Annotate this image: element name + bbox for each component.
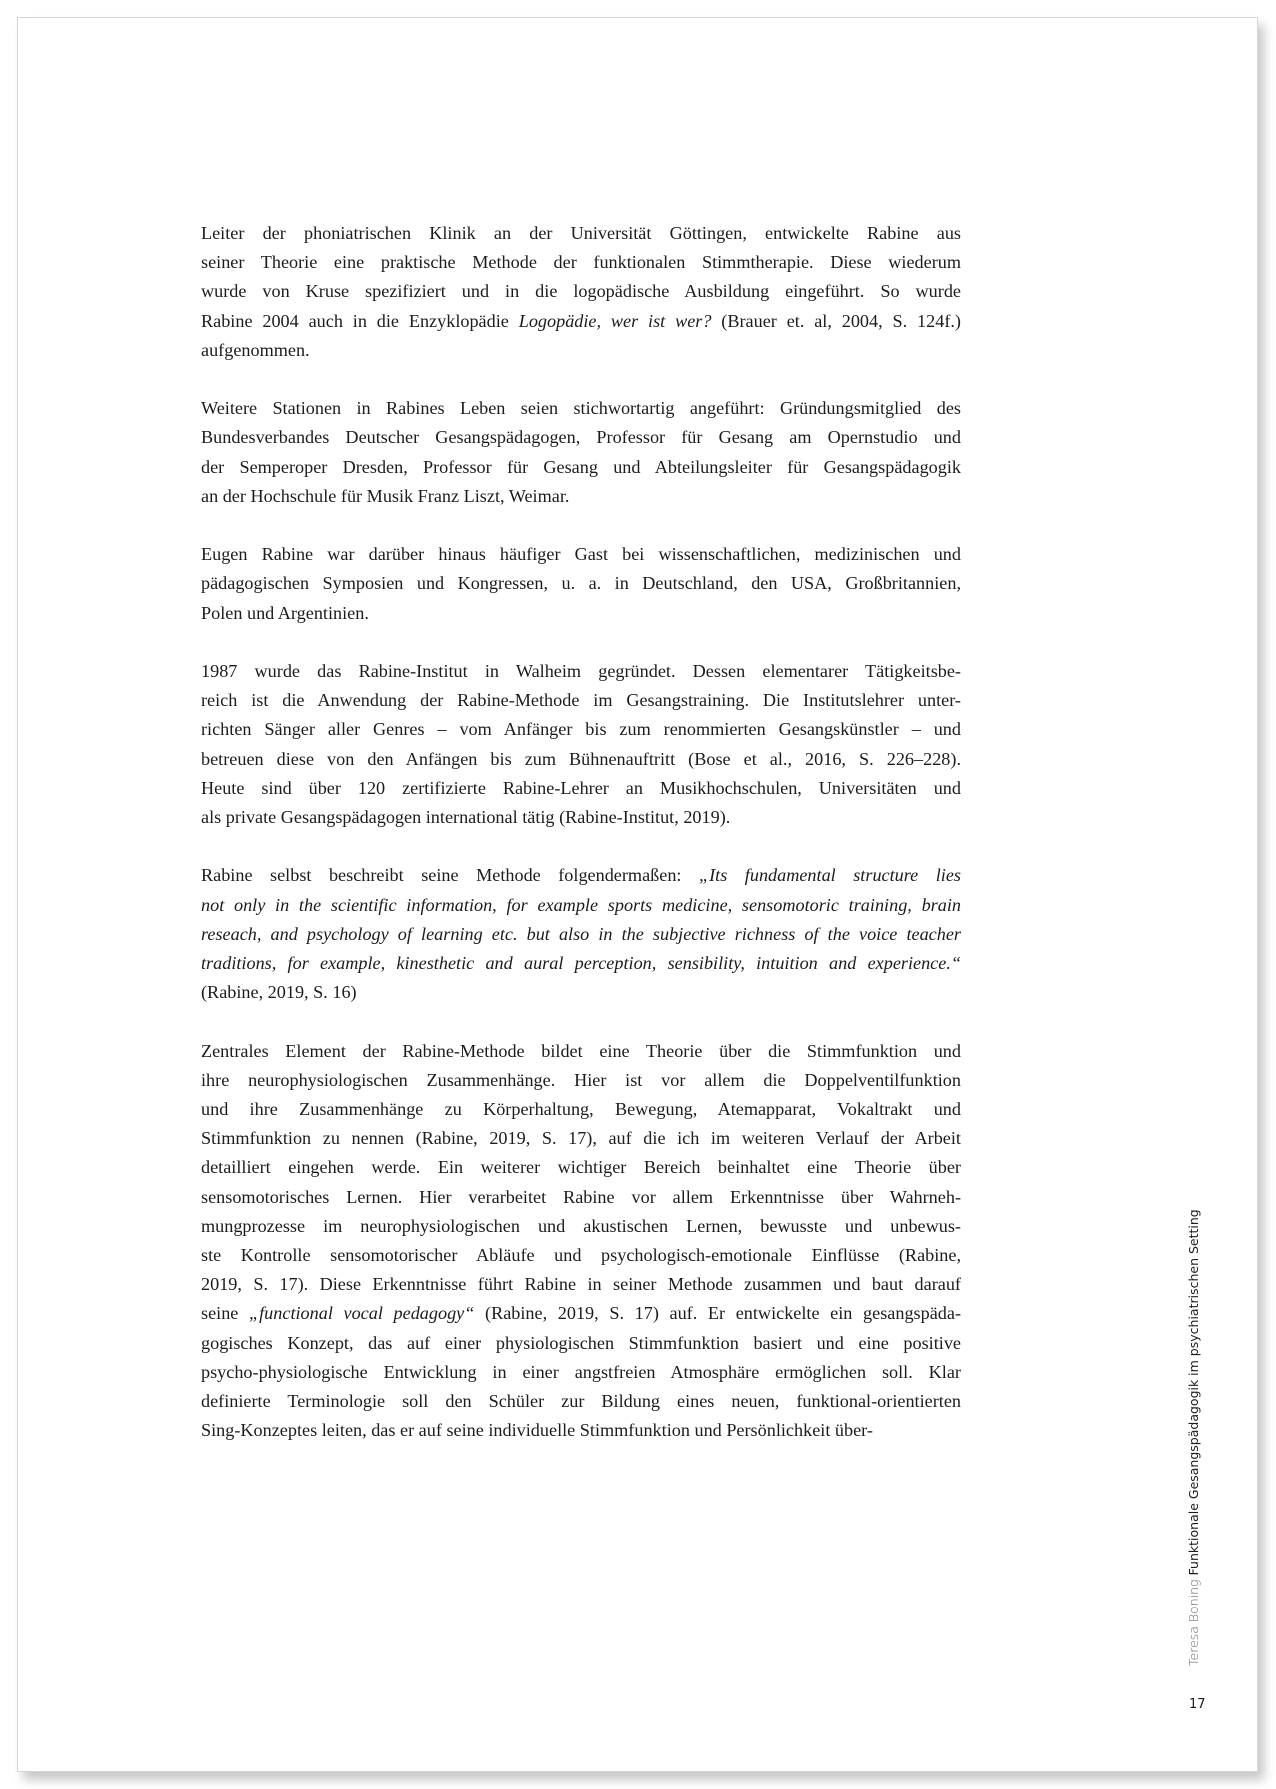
text-line: [201, 307, 961, 336]
text-segment: Rabine 2004 auch in die Enzyklopädie: [201, 310, 519, 331]
text-segment: Rabine selbst beschreibt seine Methode folgendermaßen:: [201, 865, 699, 886]
running-header-author: Teresa Boning: [1186, 1579, 1201, 1666]
text-line: [201, 1358, 961, 1387]
italic-text: „functional vocal pedagogy“: [249, 1303, 475, 1324]
paragraph: [201, 1037, 961, 1446]
text-line: [201, 1153, 961, 1182]
text-line: [201, 978, 961, 1007]
italic-text: Logopädie, wer ist wer?: [518, 310, 712, 331]
text-line: [201, 891, 961, 920]
text-segment: (Rabine, 2019, S. 16): [201, 982, 357, 1003]
text-segment: sensomotorisches Lernen. Hier verarbeitet Rabine vor allem Erkenntnisse über Wahrneh-: [201, 1186, 961, 1207]
document-page: [17, 17, 1258, 1772]
paragraph: [201, 219, 961, 365]
paragraph: [201, 394, 961, 511]
text-segment: Weitere Stationen in Rabines Leben seien stichwortartig angeführt: Gründungsmitglied des: [201, 398, 961, 419]
text-segment: psycho-physiologische Entwicklung in einer angstfreien Atmosphäre ermöglichen soll. Klar: [201, 1361, 961, 1382]
text-segment: wurde von Kruse spezifiziert und in die logopädische Ausbildung eingeführt. So wurde: [201, 281, 961, 302]
text-line: [201, 540, 961, 569]
text-segment: 1987 wurde das Rabine-Institut in Walheim gegründet. Dessen elementarer Tätigkeitsbe-: [201, 661, 961, 681]
text-segment: aufgenommen.: [201, 339, 310, 360]
italic-text: reseach, and psychology of learning etc. but also in the subjective richness of the voice teacher: [201, 923, 961, 944]
text-segment: ste Kontrolle sensomotorischer Abläufe und psychologisch-emotionale Einflüsse (Rabine,: [201, 1245, 961, 1266]
text-line: [201, 745, 961, 774]
text-line: [201, 482, 961, 511]
text-segment: Bundesverbandes Deutscher Gesangspädagogen, Professor für Gesang am Opernstudio und: [201, 427, 961, 448]
paragraph: [201, 540, 961, 628]
text-segment: seiner Theorie eine praktische Methode der funktionalen Stimmtherapie. Diese wiederum: [201, 252, 961, 273]
text-segment: gogisches Konzept, das auf einer physiologischen Stimmfunktion basiert und eine positive: [201, 1332, 961, 1353]
text-line: [201, 423, 961, 452]
text-line: [201, 657, 961, 686]
text-segment: Stimmfunktion zu nennen (Rabine, 2019, S. 17), auf die ich im weiteren Verlauf der Arbeit: [201, 1128, 961, 1149]
text-segment: betreuen diese von den Anfängen bis zum Bühnenauftritt (Bose et al., 2016, S. 226–228).: [201, 748, 961, 769]
running-header-title: Funktionale Gesangspädagogik im psychiatrischen Setting: [1186, 1209, 1201, 1576]
text-segment: pädagogischen Symposien und Kongressen, u. a. in Deutschland, den USA, Großbritannien,: [201, 573, 961, 594]
text-segment: 2019, S. 17). Diese Erkenntnisse führt Rabine in seiner Methode zusammen und baut darauf: [201, 1274, 961, 1295]
text-segment: und ihre Zusammenhänge zu Körperhaltung, Bewegung, Atemapparat, Vokaltrakt und: [201, 1099, 961, 1120]
text-line: [201, 1299, 961, 1328]
text-line: [201, 920, 961, 949]
text-line: [201, 394, 961, 423]
text-segment: mungprozesse im neurophysiologischen und akustischen Lernen, bewusste und unbewus-: [201, 1215, 961, 1236]
text-line: [201, 277, 961, 306]
text-line: [201, 1095, 961, 1124]
text-segment: (Rabine, 2019, S. 17) auf. Er entwickelte ein gesangspäda-: [474, 1303, 962, 1324]
text-segment: als private Gesangspädagogen international tätig (Rabine-Institut, 2019).: [201, 807, 731, 828]
text-segment: Sing-Konzeptes leiten, das er auf seine individuelle Stimmfunktion und Persönlichkeit über-: [201, 1420, 873, 1441]
text-line: [201, 1124, 961, 1153]
text-line: [201, 453, 961, 482]
page-number: 17: [1189, 1697, 1206, 1712]
text-segment: an der Hochschule für Musik Franz Liszt, Weimar.: [201, 485, 570, 506]
text-segment: detailliert eingehen werde. Ein weiterer wichtiger Bereich beinhaltet eine Theorie über: [201, 1157, 961, 1178]
text-segment: Heute sind über 120 zertifizierte Rabine-Lehrer an Musikhochschulen, Universitäten und: [201, 777, 961, 798]
text-line: [201, 1387, 961, 1416]
text-line: [201, 599, 961, 628]
text-line: [201, 949, 961, 978]
text-line: [201, 336, 961, 365]
text-segment: Zentrales Element der Rabine-Methode bildet eine Theorie über die Stimmfunktion und: [201, 1040, 961, 1061]
text-line: [201, 1183, 961, 1212]
text-segment: Leiter der phoniatrischen Klinik an der Universität Göttingen, entwickelte Rabine aus: [201, 223, 961, 243]
text-line: [201, 219, 961, 248]
italic-text: not only in the scientific information, for example sports medicine, sensomotoric training, brain: [201, 894, 961, 915]
text-segment: definierte Terminologie soll den Schüler zur Bildung eines neuen, funktional-orientierten: [201, 1391, 961, 1412]
paragraph: [201, 657, 961, 832]
text-segment: seine: [201, 1303, 250, 1324]
text-segment: ihre neurophysiologischen Zusammenhänge. Hier ist vor allem die Doppelventilfunktion: [201, 1069, 961, 1090]
running-header: [1186, 1209, 1201, 1666]
paragraph: [201, 861, 961, 1007]
italic-text: „Its fundamental structure lies: [698, 865, 961, 886]
text-segment: der Semperoper Dresden, Professor für Gesang und Abteilungsleiter für Gesangspädagogik: [201, 456, 961, 477]
text-line: [201, 1241, 961, 1270]
text-segment: (Brauer et. al, 2004, S. 124f.): [711, 310, 961, 331]
text-line: [201, 803, 961, 832]
text-line: [201, 1416, 961, 1445]
text-line: [201, 686, 961, 715]
text-line: [201, 1270, 961, 1299]
text-segment: Eugen Rabine war darüber hinaus häufiger Gast bei wissenschaftlichen, medizinischen und: [201, 544, 961, 565]
text-line: [201, 1212, 961, 1241]
body-text: [201, 219, 961, 1475]
italic-text: traditions, for example, kinesthetic and aural perception, sensibility, intuition and experience.“: [201, 953, 961, 974]
text-line: [201, 248, 961, 277]
text-line: [201, 1066, 961, 1095]
text-line: [201, 569, 961, 598]
text-segment: reich ist die Anwendung der Rabine-Methode im Gesangstraining. Die Institutslehrer unter-: [201, 690, 961, 711]
text-line: [201, 861, 961, 890]
text-line: [201, 1037, 961, 1066]
text-segment: richten Sänger aller Genres – vom Anfänger bis zum renommierten Gesangskünstler – und: [201, 719, 961, 740]
text-line: [201, 715, 961, 744]
text-line: [201, 1329, 961, 1358]
text-segment: Polen und Argentinien.: [201, 602, 369, 623]
text-line: [201, 774, 961, 803]
